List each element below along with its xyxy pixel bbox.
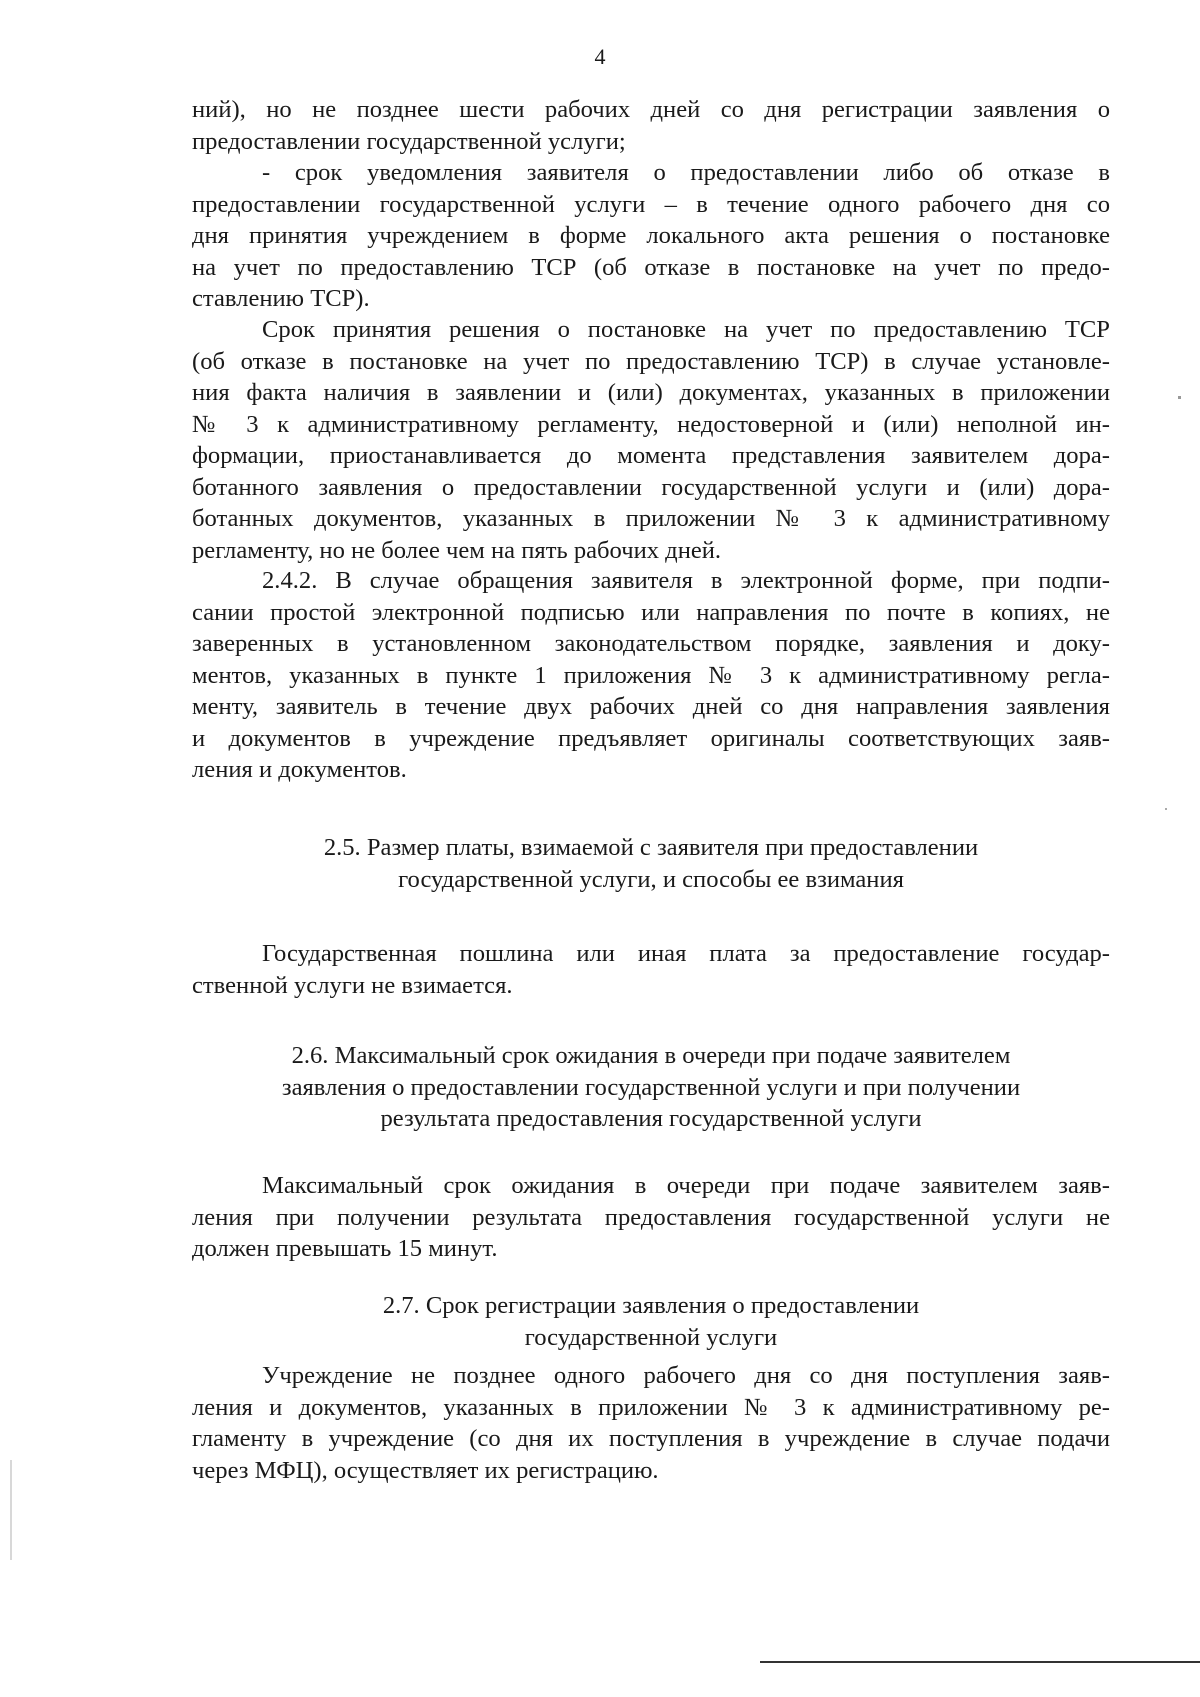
heading-line: результата предоставления государственной услуги [380,1105,922,1132]
text-line: (об отказе в постановке на учет по предоставлению ТСР) в случае установле- [192,347,1110,375]
section-heading-2-7 [192,1290,1110,1353]
paragraph-queue-time [192,1170,1110,1265]
text-line: дня принятия учреждением в форме локального акта решения о постановке [192,222,1110,249]
heading-line: государственной услуги [524,1323,778,1351]
text-line: ботанных документов, указанных в приложении № 3 к административному [192,505,1110,532]
paragraph-decision-term [192,314,1110,566]
heading-line: государственной услуги, и способы ее взимания [398,865,904,893]
section-heading-2-5 [192,832,1110,895]
text-line: предоставлении государственной услуги – в течение одного рабочего дня со [192,190,1110,218]
paragraph-registration [192,1360,1110,1486]
text-line: формации, приостанавливается до момента представления заявителем дора- [192,442,1110,469]
paragraph-deadline-continuation [192,94,1110,315]
text-line: сании простой электронной подписью или направления по почте в копиях, не [192,598,1110,626]
text-line: Учреждение не позднее одного рабочего дня со дня поступления заяв- [262,1362,1110,1389]
scan-bottom-line [760,1661,1200,1663]
text-line: ний), но не позднее шести рабочих дней со дня регистрации заявления о [192,96,1110,123]
text-line: ставлению ТСР). [192,285,370,312]
text-line: 2.4.2. В случае обращения заявителя в электронной форме, при подпи- [262,567,1110,594]
paragraph-2-4-2 [192,565,1110,786]
text-line: менту, заявитель в течение двух рабочих дней со дня направления заявления [192,693,1110,720]
text-line: заверенных в установленном законодательством порядке, заявления и доку- [192,630,1110,657]
text-line: предоставлении государственной услуги; [192,127,626,155]
heading-line: 2.7. Срок регистрации заявления о предоставлении [382,1292,920,1319]
scan-edge-mark [10,1460,12,1560]
heading-line: заявления о предоставлении государственной услуги и при получении [281,1073,1021,1101]
heading-line: 2.5. Размер платы, взимаемой с заявителя при предоставлении [323,834,979,861]
text-line: № 3 к административному регламенту, недостоверной и (или) неполной ин- [192,410,1110,438]
text-line: Государственная пошлина или иная плата за предоставление государ- [262,940,1110,967]
text-line: должен превышать 15 минут. [192,1235,498,1262]
text-line: через МФЦ), осуществляет их регистрацию. [192,1456,659,1484]
text-line: ления и документов, указанных в приложении № 3 к административному ре- [192,1393,1110,1421]
text-line: гламенту в учреждение (со дня их поступления в учреждение в случае подачи [192,1425,1110,1452]
text-line: ментов, указанных в пункте 1 приложения № 3 к административному регла- [192,661,1110,689]
paragraph-fee [192,938,1110,1001]
text-line: Максимальный срок ожидания в очереди при подаче заявителем заяв- [262,1172,1110,1199]
text-line: Срок принятия решения о постановке на учет по предоставлению ТСР [262,316,1110,343]
text-line: ления и документов. [192,756,407,783]
text-line: регламенту, но не более чем на пять рабочих дней. [192,536,722,564]
section-heading-2-6 [192,1040,1110,1135]
scan-dot [1165,808,1167,810]
scan-dot [1178,396,1181,399]
text-line: - срок уведомления заявителя о предоставлении либо об отказе в [262,159,1110,186]
heading-line: 2.6. Максимальный срок ожидания в очереди при подаче заявителем [291,1042,1011,1069]
text-line: ботанного заявления о предоставлении государственной услуги и (или) дора- [192,473,1110,501]
text-line: и документов в учреждение предъявляет оригиналы соответствующих заяв- [192,724,1110,752]
text-line: ния факта наличия в заявлении и (или) документах, указанных в приложении [192,379,1110,406]
text-line: ственной услуги не взимается. [192,971,513,999]
text-line: на учет по предоставлению ТСР (об отказе в постановке на учет по предо- [192,253,1110,281]
page-number: 4 [594,44,606,69]
text-line: ления при получении результата предоставления государственной услуги не [192,1203,1110,1231]
